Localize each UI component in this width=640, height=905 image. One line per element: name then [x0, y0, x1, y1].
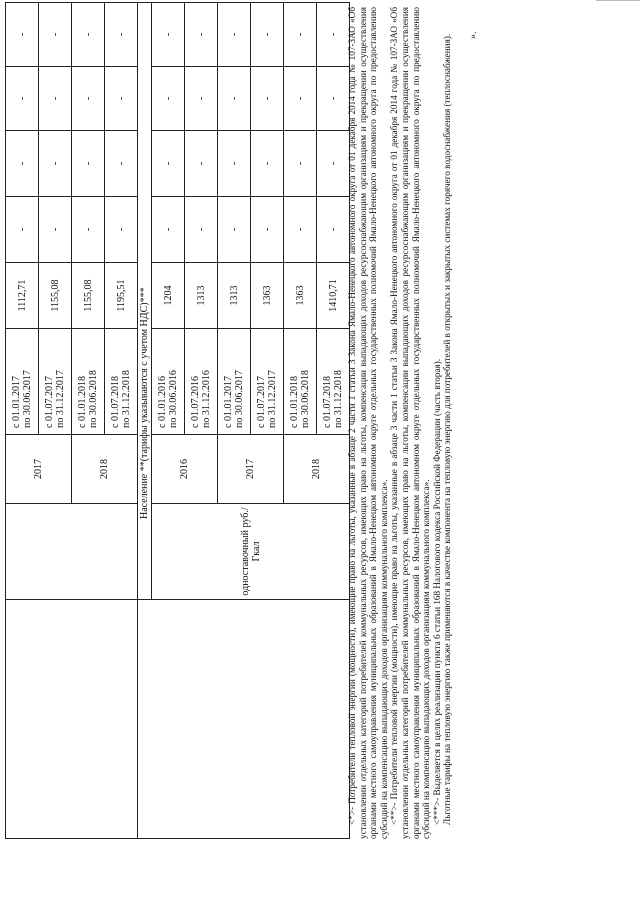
tariff-value: 1410,71 [317, 263, 350, 329]
dash-cell: - [6, 3, 39, 67]
blank-cell [138, 600, 350, 839]
dash-cell: - [284, 131, 317, 197]
dash-cell: - [185, 131, 218, 197]
dash-cell: - [72, 197, 105, 263]
tariff-value: 1363 [284, 263, 317, 329]
dash-cell: - [6, 131, 39, 197]
closing-quote-mark: ». [468, 31, 479, 39]
dash-cell: - [6, 197, 39, 263]
dash-cell: - [185, 197, 218, 263]
dash-cell: - [152, 131, 185, 197]
dash-cell: - [185, 67, 218, 131]
period-cell: с 01.07.2017 по 31.12.2017 [39, 329, 72, 435]
footnote-4: Льготные тарифы на тепловую энергию также применяются в качестве компонента на тепловую энергию для потребителей в открытых и закрытых системах горячего водоснабжения (теплоснабжения). [442, 33, 453, 825]
tariff-value: 1195,51 [105, 263, 138, 329]
footnotes [347, 7, 453, 839]
dash-cell: - [105, 67, 138, 131]
tariff-value: 1204 [152, 263, 185, 329]
year-cell: 2018 [284, 435, 350, 504]
dash-cell: - [152, 67, 185, 131]
dash-cell: - [152, 3, 185, 67]
year-cell: 2017 [218, 435, 284, 504]
tariff-value: 1155,08 [72, 263, 105, 329]
year-cell: 2017 [6, 435, 72, 504]
blank-cell [6, 504, 138, 600]
dash-cell: - [251, 67, 284, 131]
dash-cell: - [218, 3, 251, 67]
section-title: Население **(тарифы указываются с учетом НДС)*** [138, 3, 152, 600]
tariff-value: 1155,08 [39, 263, 72, 329]
tariff-value: 1363 [251, 263, 284, 329]
period-cell: с 01.01.2017 по 30.06.2017 [6, 329, 39, 435]
tariff-value: 1112,71 [6, 263, 39, 329]
blank-cell [6, 600, 138, 839]
footnote-2: <**>- Потребители тепловой энергии (мощности), имеющие право на льготы, указанные в абзаце 3 части 1 статьи 3 Закона Ямало-Ненецкого автономного округа от 01 декабря 2014 года № 107-ЗАО «Об установлении отдельных категорий потребителей коммунальных ресурсов, имеющих право на льготы, компенсации выпадающих доходов ресурсоснабжающим организациям и прекращении осуществления органами местного самоуправления муниципальных образований в Ямало-Ненецком автономном округе отдельных государственных полномочий Ямало-Ненецкого автономного округа по предоставлению субсидий на компенсацию выпадающих доходов организациям коммунального комплекса». [389, 7, 432, 839]
dash-cell: - [251, 3, 284, 67]
dash-cell: - [284, 197, 317, 263]
dash-cell: - [39, 197, 72, 263]
dash-cell: - [251, 197, 284, 263]
dash-cell: - [317, 67, 350, 131]
dash-cell: - [72, 3, 105, 67]
period-cell: с 01.01.2018 по 30.06.2018 [284, 329, 317, 435]
tariff-table [5, 2, 350, 839]
period-cell: с 01.01.2017 по 30.06.2017 [218, 329, 251, 435]
dash-cell: - [251, 131, 284, 197]
dash-cell: - [284, 3, 317, 67]
dash-cell: - [317, 197, 350, 263]
dash-cell: - [284, 67, 317, 131]
section-header-row [138, 3, 152, 839]
dash-cell: - [218, 67, 251, 131]
dash-cell: - [105, 3, 138, 67]
dash-cell: - [72, 131, 105, 197]
dash-cell: - [152, 197, 185, 263]
dash-cell: - [39, 131, 72, 197]
footnote-1: <*>- Потребители тепловой энергии (мощности), имеющие право на льготы, указанные в абзаце 2 части 1 статьи 3 Закона Ямало-Ненецкого автономного округа от 01 декабря 2014 года № 107-ЗАО «Об установлении отдельных категорий потребителей коммунальных ресурсов, имеющих право на льготы, компенсации выпадающих доходов ресурсоснабжающим организациям и прекращении осуществления органами местного самоуправления муниципальных образований в Ямало-Ненецком автономном округе отдельных государственных полномочий Ямало-Ненецкого автономного округа по предоставлению субсидий на компенсацию выпадающих доходов организациям коммунального комплекса». [347, 7, 389, 839]
year-cell: 2018 [72, 435, 138, 504]
dash-cell: - [72, 67, 105, 131]
period-cell: с 01.07.2018 по 31.12.2018 [317, 329, 350, 435]
period-cell: с 01.07.2017 по 31.12.2017 [251, 329, 284, 435]
period-cell: с 01.01.2016 по 30.06.2016 [152, 329, 185, 435]
tariff-value: 1313 [185, 263, 218, 329]
period-cell: с 01.07.2018 по 31.12.2018 [105, 329, 138, 435]
dash-cell: - [39, 3, 72, 67]
dash-cell: - [39, 67, 72, 131]
dash-cell: - [105, 197, 138, 263]
rate-type-label: одноставочный руб./Гкал [152, 504, 350, 600]
dash-cell: - [218, 131, 251, 197]
year-cell: 2016 [152, 435, 218, 504]
dash-cell: - [185, 3, 218, 67]
table-row [6, 3, 39, 839]
tariff-value: 1313 [218, 263, 251, 329]
footnote-3: <***>- Выделяется в целях реализации пункта 6 статьи 168 Налогового кодекса Российской Федерации (часть вторая). [431, 358, 442, 825]
dash-cell: - [317, 131, 350, 197]
dash-cell: - [317, 3, 350, 67]
dash-cell: - [105, 131, 138, 197]
period-cell: с 01.07.2016 по 31.12.2016 [185, 329, 218, 435]
period-cell: с 01.01.2018 по 30.06.2018 [72, 329, 105, 435]
dash-cell: - [218, 197, 251, 263]
dash-cell: - [6, 67, 39, 131]
